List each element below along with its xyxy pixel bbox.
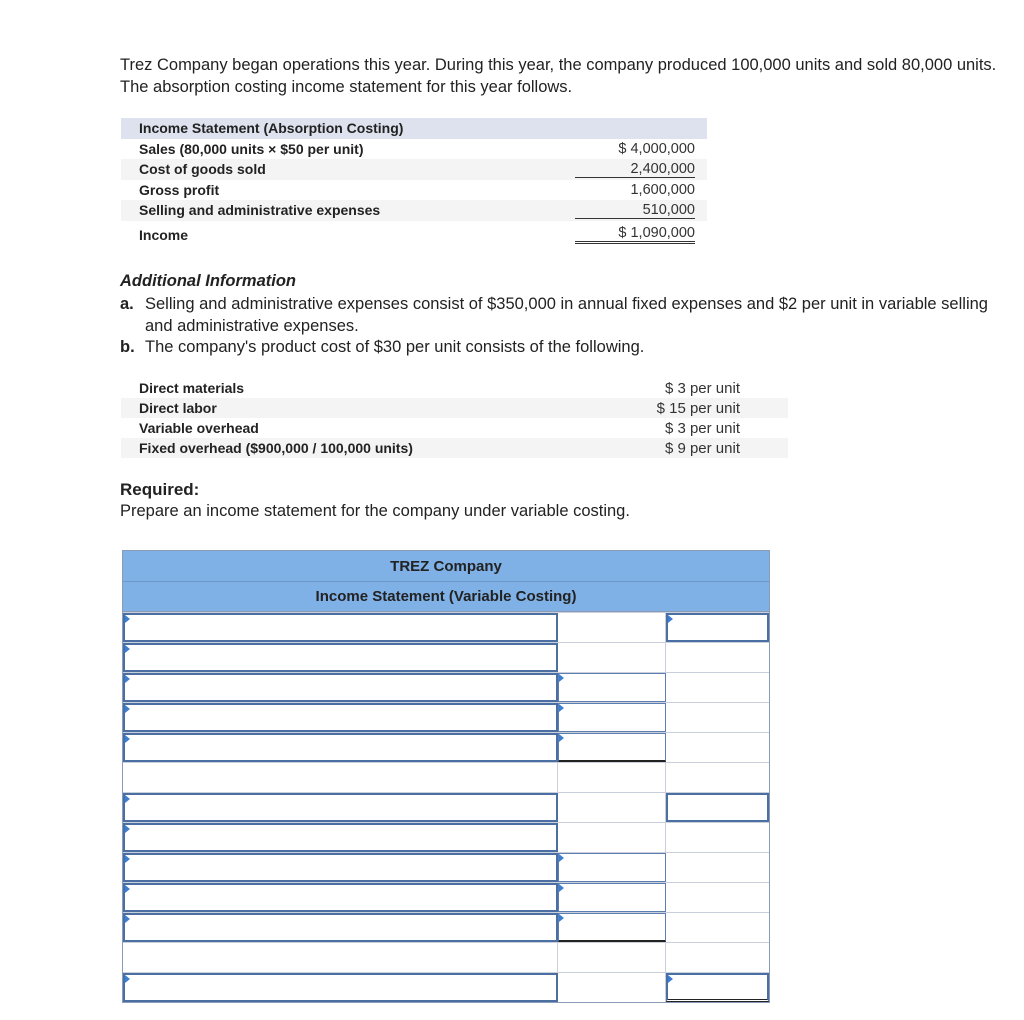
- list-marker: b.: [120, 338, 135, 356]
- table-row: [123, 672, 769, 702]
- total-cell: [666, 673, 769, 702]
- cogs-value: 2,400,000: [575, 161, 695, 178]
- total-input[interactable]: [666, 793, 769, 822]
- fixed-overhead-label: Fixed overhead ($900,000 / 100,000 units): [121, 438, 581, 458]
- direct-labor-value: $ 15 per unit: [581, 398, 788, 418]
- fixed-overhead-value: $ 9 per unit: [581, 438, 788, 458]
- amount-input[interactable]: [558, 673, 666, 702]
- total-input[interactable]: [666, 973, 769, 1002]
- table-row: [123, 972, 769, 1002]
- label-input[interactable]: [123, 673, 558, 702]
- direct-materials-value: $ 3 per unit: [664, 379, 740, 397]
- variable-overhead-value: $ 3 per unit: [664, 419, 740, 437]
- dropdown-indicator-icon: [125, 855, 130, 863]
- dropdown-indicator-icon: [668, 975, 673, 983]
- label-input[interactable]: [123, 853, 558, 882]
- total-cell: [666, 703, 769, 732]
- amount-cell: [558, 823, 666, 852]
- total-input[interactable]: [666, 613, 769, 642]
- dropdown-indicator-icon: [125, 705, 130, 713]
- dropdown-indicator-icon: [559, 854, 564, 862]
- gross-profit-value: 1,600,000: [630, 181, 695, 198]
- blank-cell: [666, 763, 769, 792]
- dropdown-indicator-icon: [125, 645, 130, 653]
- label-input[interactable]: [123, 703, 558, 732]
- label-input[interactable]: [123, 793, 558, 822]
- amount-input[interactable]: [558, 883, 666, 912]
- total-cell: [666, 853, 769, 882]
- dropdown-indicator-icon: [125, 885, 130, 893]
- dropdown-indicator-icon: [125, 795, 130, 803]
- dropdown-indicator-icon: [559, 674, 564, 682]
- dropdown-indicator-icon: [125, 735, 130, 743]
- amount-cell: [558, 613, 666, 642]
- selling-admin-label: Selling and administrative expenses: [121, 200, 520, 221]
- table-row: [123, 882, 769, 912]
- grid-statement-title: Income Statement (Variable Costing): [123, 582, 769, 612]
- required-heading: Required:: [120, 480, 200, 499]
- dropdown-indicator-icon: [125, 615, 130, 623]
- total-cell: [666, 883, 769, 912]
- list-item: [120, 337, 1000, 359]
- income-value: $ 1,090,000: [575, 225, 695, 244]
- dropdown-indicator-icon: [559, 704, 564, 712]
- dropdown-indicator-icon: [125, 915, 130, 923]
- dropdown-indicator-icon: [559, 734, 564, 742]
- table-row: [123, 942, 769, 972]
- dropdown-indicator-icon: [125, 975, 130, 983]
- amount-cell: [558, 793, 666, 822]
- label-input[interactable]: [123, 733, 558, 762]
- amount-input[interactable]: [558, 733, 666, 762]
- variable-overhead-label: Variable overhead: [139, 420, 259, 436]
- additional-info-list: [120, 294, 1000, 359]
- blank-cell: [123, 763, 558, 792]
- amount-cell: [558, 643, 666, 672]
- sales-value: $ 4,000,000: [618, 140, 695, 157]
- label-input[interactable]: [123, 613, 558, 642]
- list-text: The company's product cost of $30 per unit consists of the following.: [145, 338, 645, 356]
- total-cell: [666, 913, 769, 942]
- dropdown-indicator-icon: [559, 914, 564, 922]
- intro-paragraph: Trez Company began operations this year. During this year, the company produced 100,000 units and sold 80,000 units. The absorption costing income statement for this year follows.: [120, 56, 997, 96]
- amount-input[interactable]: [558, 703, 666, 732]
- gross-profit-label: Gross profit: [139, 181, 220, 198]
- dropdown-indicator-icon: [125, 825, 130, 833]
- blank-cell: [666, 943, 769, 972]
- list-text: Selling and administrative expenses consist of $350,000 in annual fixed expenses and $2 per unit in variable selling and administrative expenses.: [145, 295, 988, 335]
- total-cell: [666, 733, 769, 762]
- amount-input[interactable]: [558, 853, 666, 882]
- direct-labor-label: Direct labor: [121, 398, 581, 418]
- label-input[interactable]: [123, 643, 558, 672]
- table-row: [123, 732, 769, 762]
- income-label: Income: [139, 226, 189, 243]
- label-input[interactable]: [123, 913, 558, 942]
- dropdown-indicator-icon: [125, 675, 130, 683]
- table-row: [123, 762, 769, 792]
- cogs-label: Cost of goods sold: [121, 159, 520, 180]
- table-row: [123, 612, 769, 642]
- label-input[interactable]: [123, 883, 558, 912]
- table-row: [123, 912, 769, 942]
- label-input[interactable]: [123, 823, 558, 852]
- sales-label: Sales (80,000 units × $50 per unit): [139, 140, 364, 157]
- required-text: Prepare an income statement for the company under variable costing.: [120, 502, 630, 520]
- direct-materials-label: Direct materials: [139, 380, 245, 396]
- table-row: [123, 822, 769, 852]
- unit-cost-table: [121, 378, 788, 458]
- blank-cell: [558, 943, 666, 972]
- dropdown-indicator-icon: [559, 884, 564, 892]
- amount-cell: [558, 973, 666, 1002]
- grid-company-name: TREZ Company: [123, 551, 769, 582]
- label-input[interactable]: [123, 973, 558, 1002]
- additional-info-heading: Additional Information: [120, 272, 296, 290]
- absorption-income-statement: [121, 118, 707, 249]
- total-cell: [666, 643, 769, 672]
- list-marker: a.: [120, 295, 134, 313]
- dropdown-indicator-icon: [668, 615, 673, 623]
- table-row: [123, 642, 769, 672]
- selling-admin-value: 510,000: [575, 202, 695, 219]
- table-row: [123, 702, 769, 732]
- blank-cell: [123, 943, 558, 972]
- variable-costing-answer-grid: [122, 550, 770, 1003]
- amount-input[interactable]: [558, 913, 666, 942]
- total-cell: [666, 823, 769, 852]
- table-row: [123, 792, 769, 822]
- blank-cell: [558, 763, 666, 792]
- list-item: [120, 294, 1000, 337]
- table-row: [123, 852, 769, 882]
- absorption-title: Income Statement (Absorption Costing): [121, 118, 520, 139]
